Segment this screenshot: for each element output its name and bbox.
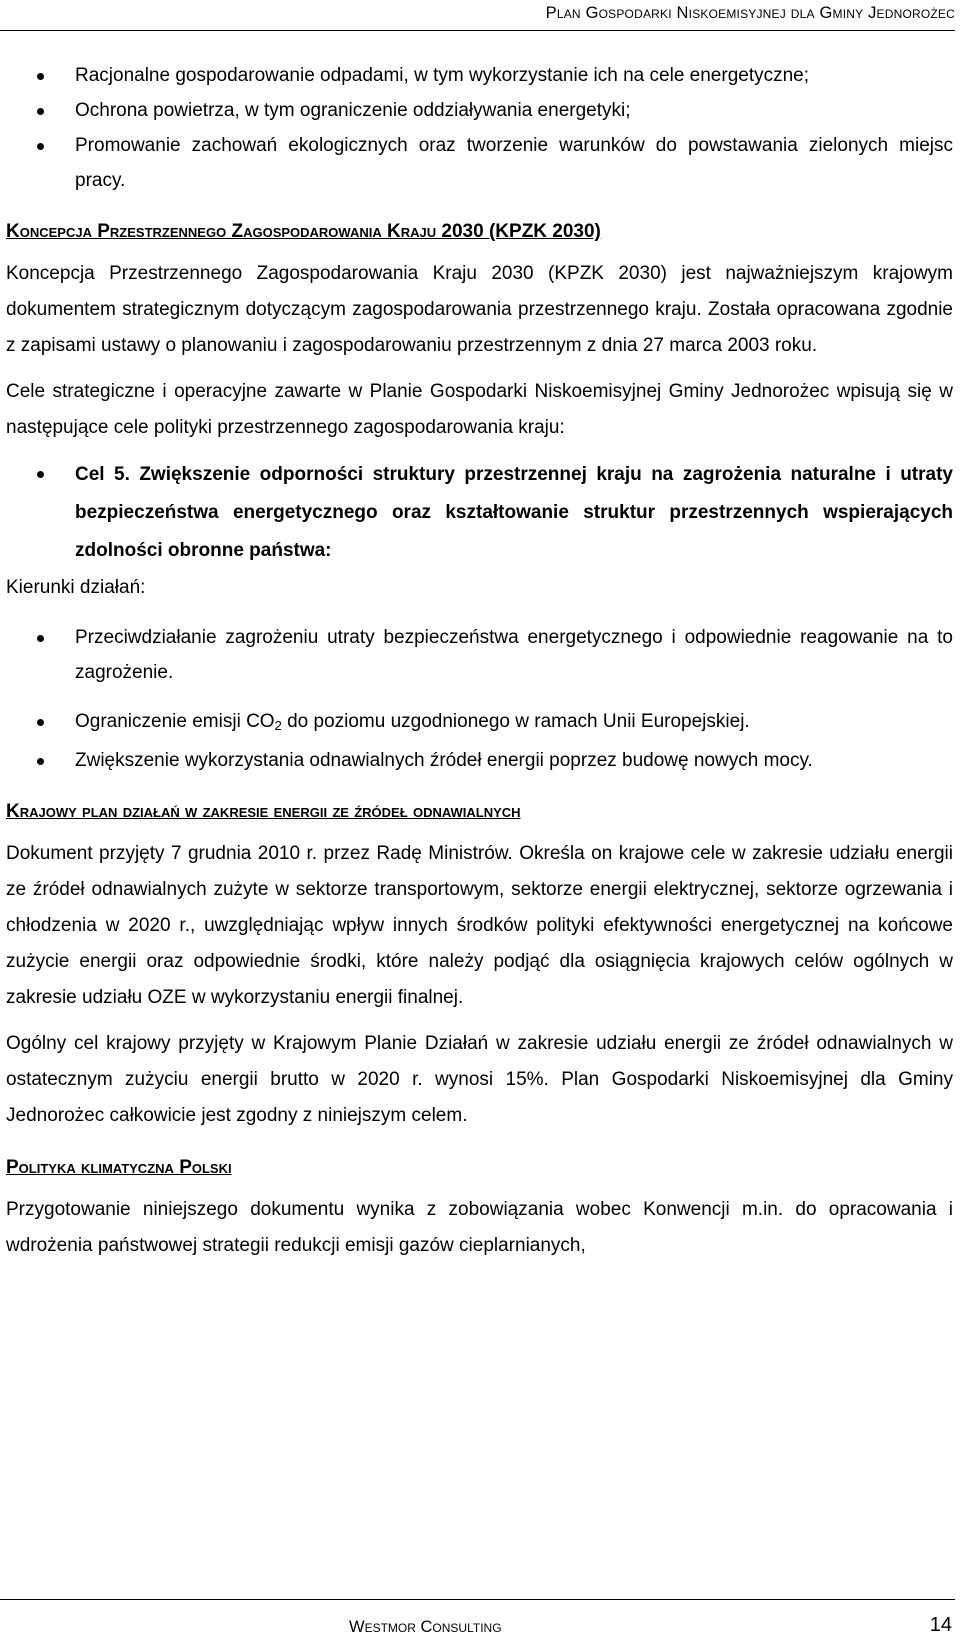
list-item <box>6 743 953 778</box>
goal-item <box>6 456 953 570</box>
kpd-paragraph-2: Ogólny cel krajowy przyjęty w Krajowym Planie Działań w zakresie udziału energii ze źródeł odnawialnych w ostatecznym zużyciu energii brutto w 2020 r. wynosi 15%. Plan Gospodarki Niskoemisyjnej dla Gminy Jednorożec całkowicie jest zgodny z niniejszym celem. <box>6 1033 953 1126</box>
bullet-icon <box>37 143 44 150</box>
bullet-icon <box>37 73 44 80</box>
list-item <box>6 58 953 93</box>
directions-label: Kierunki działań: <box>6 577 146 598</box>
list-item-text: Zwiększenie wykorzystania odnawialnych źródeł energii poprzez budowę nowych mocy. <box>75 750 813 771</box>
climate-heading: Polityka klimatyczna Polski <box>6 1157 232 1178</box>
top-bullet-list <box>6 58 953 198</box>
list-item <box>6 93 953 128</box>
actions-list-2 <box>6 704 953 778</box>
list-item <box>6 704 953 743</box>
list-item-text: Ograniczenie emisji CO <box>75 711 275 732</box>
bullet-icon <box>37 719 44 726</box>
bullet-icon <box>37 635 44 642</box>
page-header-title: Plan Gospodarki Niskoemisyjnej dla Gminy Jednorożec <box>545 4 955 22</box>
page-number: 14 <box>929 1614 952 1636</box>
list-item-text: Przeciwdziałanie zagrożeniu utraty bezpieczeństwa energetycznego i odpowiednie reagowanie na to zagrożenie. <box>75 627 953 683</box>
list-item <box>6 128 953 198</box>
document-body <box>6 58 953 1264</box>
list-item-text: Promowanie zachowań ekologicznych oraz tworzenie warunków do powstawania zielonych miejsc pracy. <box>75 135 953 191</box>
kpzk-goal-list <box>6 456 953 570</box>
kpzk-paragraph-2: Cele strategiczne i operacyjne zawarte w Planie Gospodarki Niskoemisyjnej Gminy Jednorożec wpisują się w następujące cele polityki przestrzennego zagospodarowania kraju: <box>6 381 953 438</box>
bullet-icon <box>37 471 44 478</box>
kpd-heading: Krajowy plan działań w zakresie energii ze źródeł odnawialnych <box>6 801 521 822</box>
bullet-icon <box>37 758 44 765</box>
actions-list <box>6 620 953 690</box>
kpzk-paragraph-1: Koncepcja Przestrzennego Zagospodarowania Kraju 2030 (KPZK 2030) jest najważniejszym krajowym dokumentem strategicznym dotyczącym zagospodarowania przestrzennego kraju. Została opracowana zgodnie z zapisami ustawy o planowaniu i zagospodarowaniu przestrzennym z dnia 27 marca 2003 roku. <box>6 263 953 356</box>
bullet-icon <box>37 108 44 115</box>
list-item <box>6 620 953 690</box>
kpzk-heading: Koncepcja Przestrzennego Zagospodarowania Kraju 2030 (KPZK 2030) <box>6 221 601 242</box>
list-item-text: Racjonalne gospodarowanie odpadami, w tym wykorzystanie ich na cele energetyczne; <box>75 65 810 86</box>
climate-paragraph-1: Przygotowanie niniejszego dokumentu wynika z zobowiązania wobec Konwencji m.in. do opracowania i wdrożenia państwowej strategii redukcji emisji gazów cieplarnianych, <box>6 1199 953 1256</box>
footer-company: Westmor Consulting <box>349 1618 502 1636</box>
kpd-paragraph-1: Dokument przyjęty 7 grudnia 2010 r. przez Radę Ministrów. Określa on krajowe cele w zakresie udziału energii ze źródeł odnawialnych zużyte w sektorze transportowym, sektorze energii elektrycznej, sektorze ogrzewania i chłodzenia w 2020 r., uwzględniając wpływ innych środków polityki efektywności energetycznej na końcowe zużycie energii oraz odpowiednie środki, które należy podjąć dla osiągnięcia krajowych celów ogólnych w zakresie udziału OZE w wykorzystaniu energii finalnej. <box>6 843 953 1008</box>
header-divider <box>0 30 955 31</box>
subscript: 2 <box>274 718 282 733</box>
list-item-text-cont: do poziomu uzgodnionego w ramach Unii Europejskiej. <box>281 711 750 732</box>
goal-text: Cel 5. Zwiększenie odporności struktury przestrzennej kraju na zagrożenia naturalne i utraty bezpieczeństwa energetycznego oraz kształtowanie struktur przestrzennych wspierających zdolności obronne państwa: <box>75 464 953 561</box>
list-item-text: Ochrona powietrza, w tym ograniczenie oddziaływania energetyki; <box>75 100 631 121</box>
footer-divider <box>0 1599 955 1600</box>
